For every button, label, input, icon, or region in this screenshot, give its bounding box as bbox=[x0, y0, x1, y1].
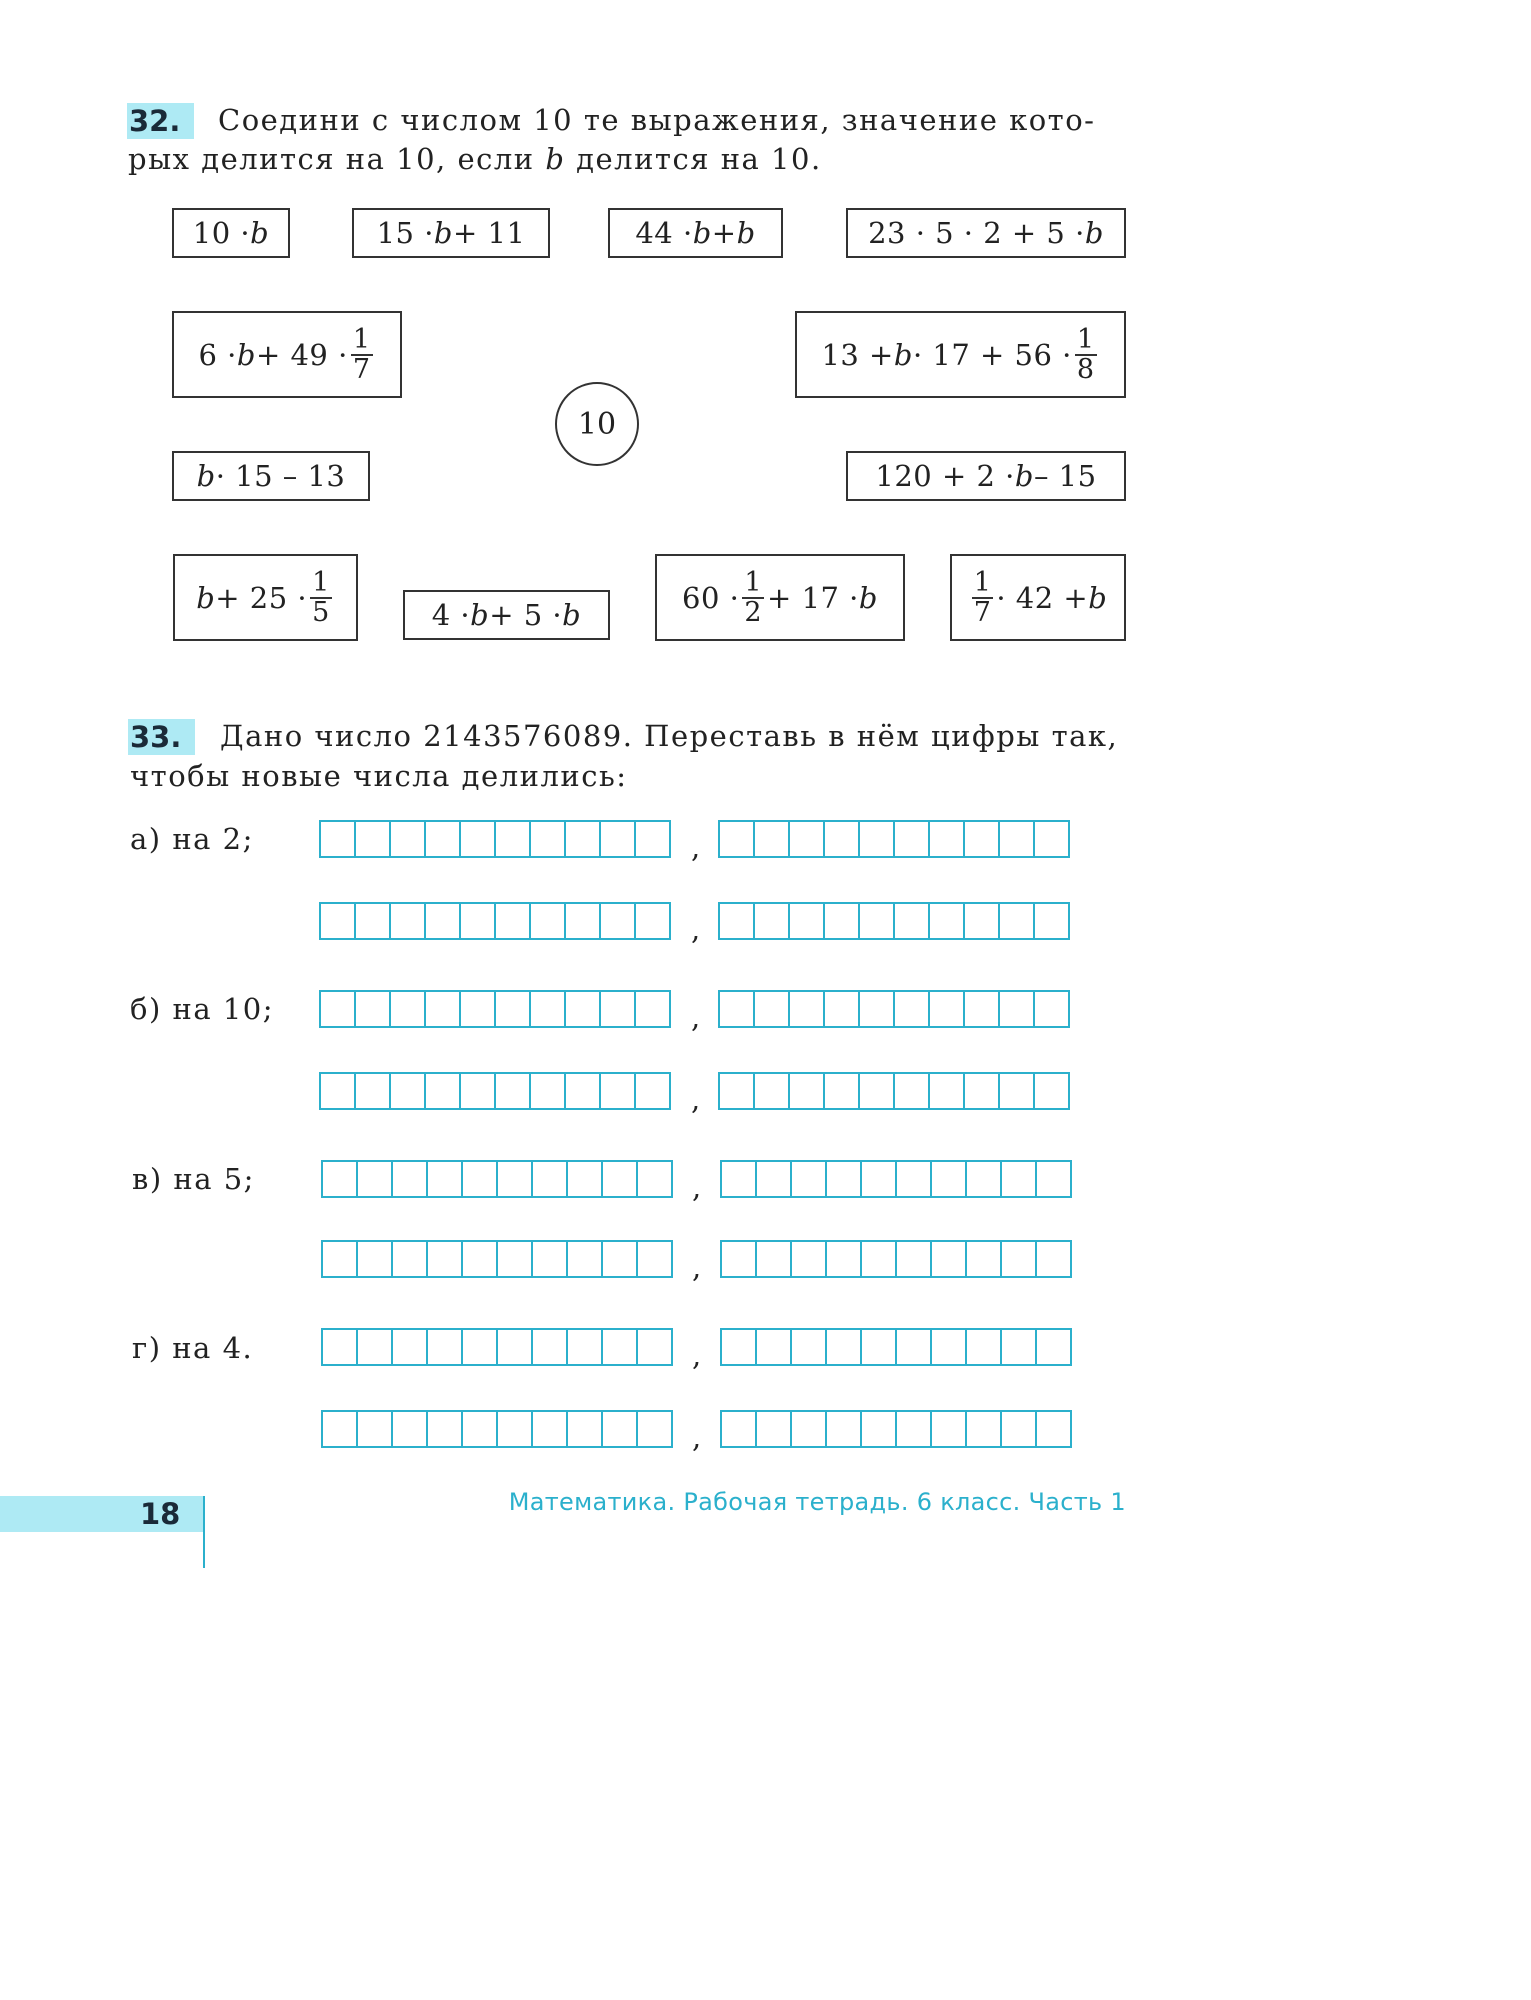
digit-cell[interactable] bbox=[638, 1242, 673, 1276]
digit-cell[interactable] bbox=[722, 1330, 757, 1364]
digit-cell[interactable] bbox=[792, 1330, 827, 1364]
digit-cell[interactable] bbox=[860, 992, 895, 1026]
digit-grid[interactable] bbox=[321, 1240, 673, 1278]
task-33-number: 33. bbox=[128, 719, 195, 755]
digit-grid[interactable] bbox=[321, 1160, 673, 1198]
digit-cell[interactable] bbox=[1035, 1074, 1070, 1108]
digit-cell[interactable] bbox=[636, 1074, 671, 1108]
digit-cell[interactable] bbox=[967, 1330, 1002, 1364]
digit-cell[interactable] bbox=[356, 1074, 391, 1108]
expression-card[interactable]: 120 + 2 · b – 15 bbox=[846, 451, 1126, 501]
digit-cell[interactable] bbox=[321, 992, 356, 1026]
digit-cell[interactable] bbox=[967, 1242, 1002, 1276]
digit-cell[interactable] bbox=[722, 1162, 757, 1196]
target-number-circle[interactable]: 10 bbox=[555, 382, 639, 466]
comma-separator: , bbox=[691, 1082, 701, 1116]
digit-cell[interactable] bbox=[1035, 904, 1070, 938]
digit-cell[interactable] bbox=[393, 1162, 428, 1196]
digit-cell[interactable] bbox=[461, 992, 496, 1026]
digit-grid[interactable] bbox=[720, 1240, 1072, 1278]
expression-card[interactable]: 6 · b + 49 · $\frac{1}{7}$ bbox=[172, 311, 402, 398]
digit-cell[interactable] bbox=[321, 904, 356, 938]
task-33-text-line1: Дано число 2143576089. Переставь в нём цифры так, bbox=[220, 719, 1119, 753]
digit-cell[interactable] bbox=[720, 822, 755, 856]
digit-cell[interactable] bbox=[790, 904, 825, 938]
digit-cell[interactable] bbox=[566, 1074, 601, 1108]
digit-cell[interactable] bbox=[533, 1412, 568, 1446]
digit-cell[interactable] bbox=[498, 1242, 533, 1276]
digit-cell[interactable] bbox=[1002, 1242, 1037, 1276]
digit-cell[interactable] bbox=[722, 1242, 757, 1276]
digit-cell[interactable] bbox=[897, 1242, 932, 1276]
digit-cell[interactable] bbox=[722, 1412, 757, 1446]
expression-card[interactable]: 15 · b + 11 bbox=[352, 208, 550, 258]
digit-cell[interactable] bbox=[323, 1242, 358, 1276]
digit-cell[interactable] bbox=[897, 1330, 932, 1364]
digit-cell[interactable] bbox=[1037, 1242, 1072, 1276]
digit-cell[interactable] bbox=[932, 1330, 967, 1364]
digit-cell[interactable] bbox=[601, 1074, 636, 1108]
expression-card[interactable]: 44 · b + b bbox=[608, 208, 783, 258]
digit-cell[interactable] bbox=[496, 822, 531, 856]
digit-cell[interactable] bbox=[895, 904, 930, 938]
digit-cell[interactable] bbox=[1002, 1330, 1037, 1364]
digit-cell[interactable] bbox=[636, 822, 671, 856]
digit-cell[interactable] bbox=[428, 1412, 463, 1446]
digit-cell[interactable] bbox=[860, 1074, 895, 1108]
comma-separator: , bbox=[692, 1420, 702, 1454]
digit-cell[interactable] bbox=[603, 1330, 638, 1364]
digit-cell[interactable] bbox=[463, 1412, 498, 1446]
digit-cell[interactable] bbox=[566, 822, 601, 856]
digit-cell[interactable] bbox=[393, 1412, 428, 1446]
digit-cell[interactable] bbox=[533, 1242, 568, 1276]
digit-cell[interactable] bbox=[1002, 1412, 1037, 1446]
digit-cell[interactable] bbox=[1035, 992, 1070, 1026]
digit-cell[interactable] bbox=[895, 992, 930, 1026]
digit-cell[interactable] bbox=[568, 1162, 603, 1196]
digit-cell[interactable] bbox=[426, 904, 461, 938]
digit-cell[interactable] bbox=[827, 1330, 862, 1364]
digit-cell[interactable] bbox=[1002, 1162, 1037, 1196]
digit-cell[interactable] bbox=[391, 1074, 426, 1108]
digit-grid[interactable] bbox=[718, 820, 1070, 858]
digit-cell[interactable] bbox=[533, 1330, 568, 1364]
digit-grid[interactable] bbox=[321, 1328, 673, 1366]
digit-cell[interactable] bbox=[930, 992, 965, 1026]
digit-cell[interactable] bbox=[895, 822, 930, 856]
digit-grid[interactable] bbox=[319, 902, 671, 940]
digit-cell[interactable] bbox=[426, 992, 461, 1026]
digit-cell[interactable] bbox=[755, 992, 790, 1026]
footer-divider bbox=[203, 1496, 205, 1568]
digit-cell[interactable] bbox=[1000, 822, 1035, 856]
digit-cell[interactable] bbox=[356, 904, 391, 938]
digit-cell[interactable] bbox=[895, 1074, 930, 1108]
digit-cell[interactable] bbox=[967, 1412, 1002, 1446]
digit-cell[interactable] bbox=[321, 1074, 356, 1108]
expression-card[interactable]: b + 25 · $\frac{1}{5}$ bbox=[173, 554, 358, 641]
digit-cell[interactable] bbox=[757, 1330, 792, 1364]
digit-cell[interactable] bbox=[897, 1412, 932, 1446]
digit-cell[interactable] bbox=[930, 904, 965, 938]
comma-separator: , bbox=[692, 1250, 702, 1284]
digit-cell[interactable] bbox=[930, 822, 965, 856]
digit-cell[interactable] bbox=[757, 1242, 792, 1276]
digit-cell[interactable] bbox=[428, 1242, 463, 1276]
digit-cell[interactable] bbox=[965, 904, 1000, 938]
digit-cell[interactable] bbox=[636, 904, 671, 938]
digit-grid[interactable] bbox=[720, 1410, 1072, 1448]
digit-cell[interactable] bbox=[496, 992, 531, 1026]
digit-cell[interactable] bbox=[391, 904, 426, 938]
digit-cell[interactable] bbox=[463, 1330, 498, 1364]
digit-cell[interactable] bbox=[720, 904, 755, 938]
expression-card[interactable]: 4 · b + 5 · b bbox=[403, 590, 610, 640]
digit-cell[interactable] bbox=[720, 992, 755, 1026]
task-32-text-line2: рых делится на 10, если b делится на 10. bbox=[128, 142, 822, 176]
footer-title: Математика. Рабочая тетрадь. 6 класс. Часть 1 bbox=[508, 1488, 1126, 1516]
digit-cell[interactable] bbox=[862, 1162, 897, 1196]
digit-cell[interactable] bbox=[601, 822, 636, 856]
digit-cell[interactable] bbox=[426, 1074, 461, 1108]
digit-cell[interactable] bbox=[356, 822, 391, 856]
digit-grid[interactable] bbox=[319, 1072, 671, 1110]
digit-cell[interactable] bbox=[566, 904, 601, 938]
digit-cell[interactable] bbox=[720, 1074, 755, 1108]
digit-cell[interactable] bbox=[932, 1162, 967, 1196]
row-label-b: б) на 10; bbox=[130, 992, 274, 1026]
expression-card[interactable]: 13 + b · 17 + 56 · $\frac{1}{8}$ bbox=[795, 311, 1126, 398]
digit-cell[interactable] bbox=[461, 1074, 496, 1108]
digit-cell[interactable] bbox=[932, 1412, 967, 1446]
digit-cell[interactable] bbox=[790, 822, 825, 856]
row-label-c: в) на 5; bbox=[132, 1162, 255, 1196]
digit-cell[interactable] bbox=[426, 822, 461, 856]
digit-cell[interactable] bbox=[825, 904, 860, 938]
expression-card[interactable]: 10 · b bbox=[172, 208, 290, 258]
digit-grid[interactable] bbox=[718, 902, 1070, 940]
digit-cell[interactable] bbox=[825, 992, 860, 1026]
digit-grid[interactable] bbox=[718, 990, 1070, 1028]
digit-cell[interactable] bbox=[603, 1242, 638, 1276]
digit-cell[interactable] bbox=[463, 1242, 498, 1276]
digit-cell[interactable] bbox=[930, 1074, 965, 1108]
digit-cell[interactable] bbox=[393, 1242, 428, 1276]
digit-cell[interactable] bbox=[323, 1412, 358, 1446]
digit-cell[interactable] bbox=[755, 822, 790, 856]
digit-grid[interactable] bbox=[720, 1328, 1072, 1366]
expression-card[interactable]: b · 15 – 13 bbox=[172, 451, 370, 501]
row-label-d: г) на 4. bbox=[132, 1331, 254, 1365]
digit-cell[interactable] bbox=[323, 1330, 358, 1364]
digit-cell[interactable] bbox=[428, 1330, 463, 1364]
digit-cell[interactable] bbox=[531, 992, 566, 1026]
comma-separator: , bbox=[691, 912, 701, 946]
digit-cell[interactable] bbox=[531, 904, 566, 938]
digit-cell[interactable] bbox=[391, 822, 426, 856]
digit-cell[interactable] bbox=[965, 992, 1000, 1026]
task-33-text-line2: чтобы новые числа делились: bbox=[130, 759, 628, 793]
expression-card[interactable]: 60 · $\frac{1}{2}$ + 17 · b bbox=[655, 554, 905, 641]
digit-cell[interactable] bbox=[358, 1242, 393, 1276]
digit-cell[interactable] bbox=[638, 1330, 673, 1364]
digit-cell[interactable] bbox=[1000, 904, 1035, 938]
digit-cell[interactable] bbox=[827, 1162, 862, 1196]
digit-cell[interactable] bbox=[755, 1074, 790, 1108]
digit-cell[interactable] bbox=[757, 1162, 792, 1196]
task-32-text-line1: Соедини с числом 10 те выражения, значение кото- bbox=[218, 103, 1096, 137]
expression-card[interactable]: 23 · 5 · 2 + 5 · b bbox=[846, 208, 1126, 258]
digit-cell[interactable] bbox=[792, 1412, 827, 1446]
digit-cell[interactable] bbox=[601, 904, 636, 938]
digit-cell[interactable] bbox=[531, 1074, 566, 1108]
digit-cell[interactable] bbox=[932, 1242, 967, 1276]
digit-cell[interactable] bbox=[568, 1242, 603, 1276]
digit-cell[interactable] bbox=[498, 1412, 533, 1446]
digit-cell[interactable] bbox=[358, 1162, 393, 1196]
digit-cell[interactable] bbox=[601, 992, 636, 1026]
digit-cell[interactable] bbox=[1037, 1330, 1072, 1364]
digit-cell[interactable] bbox=[965, 822, 1000, 856]
digit-cell[interactable] bbox=[860, 822, 895, 856]
digit-cell[interactable] bbox=[358, 1330, 393, 1364]
digit-grid[interactable] bbox=[718, 1072, 1070, 1110]
digit-cell[interactable] bbox=[568, 1412, 603, 1446]
digit-cell[interactable] bbox=[825, 1074, 860, 1108]
digit-cell[interactable] bbox=[792, 1162, 827, 1196]
digit-grid[interactable] bbox=[319, 990, 671, 1028]
digit-cell[interactable] bbox=[1000, 1074, 1035, 1108]
expression-card[interactable]: $\frac{1}{7}$ · 42 + b bbox=[950, 554, 1126, 641]
digit-cell[interactable] bbox=[790, 992, 825, 1026]
digit-cell[interactable] bbox=[358, 1412, 393, 1446]
digit-cell[interactable] bbox=[790, 1074, 825, 1108]
digit-cell[interactable] bbox=[533, 1162, 568, 1196]
digit-cell[interactable] bbox=[461, 822, 496, 856]
row-label-a: а) на 2; bbox=[130, 822, 254, 856]
digit-cell[interactable] bbox=[792, 1242, 827, 1276]
digit-cell[interactable] bbox=[636, 992, 671, 1026]
digit-cell[interactable] bbox=[755, 904, 790, 938]
digit-cell[interactable] bbox=[531, 822, 566, 856]
digit-grid[interactable] bbox=[321, 1410, 673, 1448]
digit-cell[interactable] bbox=[461, 904, 496, 938]
digit-cell[interactable] bbox=[860, 904, 895, 938]
digit-cell[interactable] bbox=[498, 1330, 533, 1364]
digit-grid[interactable] bbox=[720, 1160, 1072, 1198]
digit-cell[interactable] bbox=[496, 904, 531, 938]
digit-cell[interactable] bbox=[897, 1162, 932, 1196]
digit-cell[interactable] bbox=[967, 1162, 1002, 1196]
digit-cell[interactable] bbox=[393, 1330, 428, 1364]
digit-cell[interactable] bbox=[1037, 1162, 1072, 1196]
digit-cell[interactable] bbox=[498, 1162, 533, 1196]
digit-cell[interactable] bbox=[862, 1330, 897, 1364]
digit-cell[interactable] bbox=[862, 1412, 897, 1446]
digit-cell[interactable] bbox=[566, 992, 601, 1026]
digit-cell[interactable] bbox=[356, 992, 391, 1026]
digit-cell[interactable] bbox=[323, 1162, 358, 1196]
digit-cell[interactable] bbox=[1035, 822, 1070, 856]
digit-cell[interactable] bbox=[825, 822, 860, 856]
digit-cell[interactable] bbox=[1000, 992, 1035, 1026]
digit-cell[interactable] bbox=[603, 1412, 638, 1446]
digit-cell[interactable] bbox=[965, 1074, 1000, 1108]
digit-cell[interactable] bbox=[391, 992, 426, 1026]
digit-cell[interactable] bbox=[827, 1242, 862, 1276]
digit-cell[interactable] bbox=[428, 1162, 463, 1196]
digit-cell[interactable] bbox=[1037, 1412, 1072, 1446]
digit-cell[interactable] bbox=[638, 1162, 673, 1196]
comma-separator: , bbox=[691, 1000, 701, 1034]
digit-cell[interactable] bbox=[757, 1412, 792, 1446]
digit-cell[interactable] bbox=[638, 1412, 673, 1446]
digit-cell[interactable] bbox=[568, 1330, 603, 1364]
page-number: 18 bbox=[140, 1497, 181, 1531]
digit-cell[interactable] bbox=[496, 1074, 531, 1108]
digit-cell[interactable] bbox=[463, 1162, 498, 1196]
digit-grid[interactable] bbox=[319, 820, 671, 858]
comma-separator: , bbox=[691, 830, 701, 864]
task-32-number: 32. bbox=[127, 103, 194, 139]
digit-cell[interactable] bbox=[321, 822, 356, 856]
comma-separator: , bbox=[692, 1170, 702, 1204]
digit-cell[interactable] bbox=[862, 1242, 897, 1276]
digit-cell[interactable] bbox=[603, 1162, 638, 1196]
comma-separator: , bbox=[692, 1338, 702, 1372]
digit-cell[interactable] bbox=[827, 1412, 862, 1446]
